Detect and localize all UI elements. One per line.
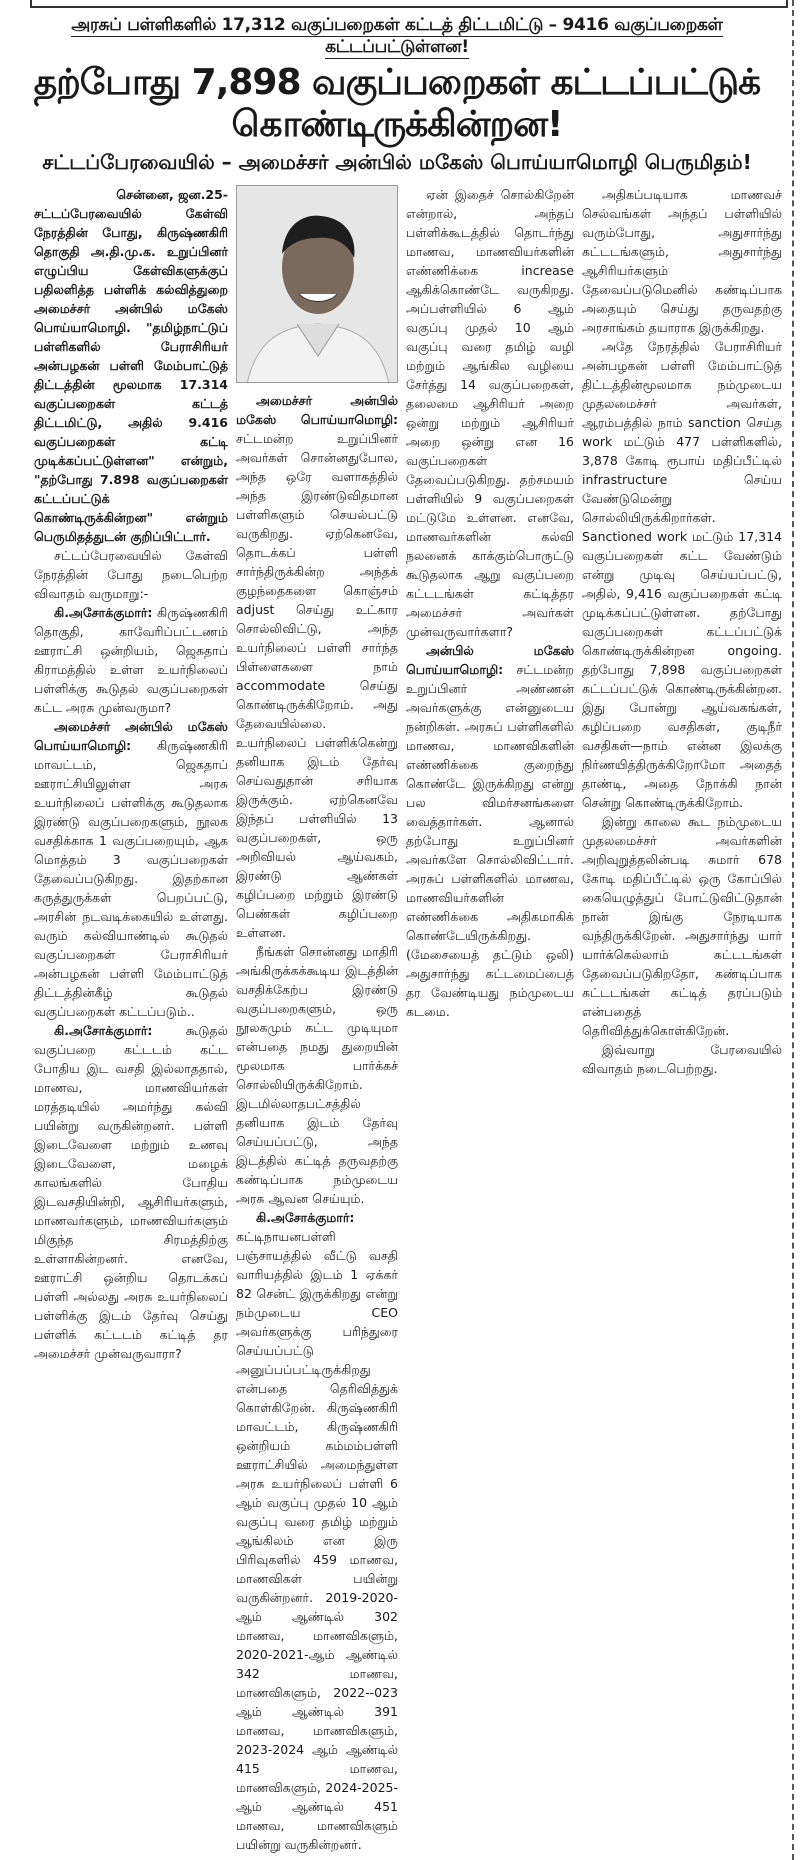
paragraph	[34, 1021, 228, 1363]
dateline: சென்னை, ஜன.25-	[116, 187, 228, 202]
paragraph-text: சட்டமன்ற உறுப்பினர் அண்ணன் அவர்களுக்கு என்னுடைய நன்றிகள். அரசுப் பள்ளிகளில் மாணவ, மாணவிகளின் எண்ணிக்கை குறைந்து கொண்டே இருக்கிறது என்று பல விமர்சனங்களை வைத்தார்கள். ஆனால் தற்போது உறுப்பினர் அவர்களே சொல்லிவிட்டார். அரசுப் பள்ளிகளில் மாணவ, மாணவியர்களின் எண்ணிக்கை அதிகமாகிக் கொண்டேயிருக்கிறது. (மேசையைத் தட்டும் ஒலி) அதுசார்ந்து கட்டமைப்பைத் தர வேண்டியது நம்முடைய கடமை.	[406, 662, 574, 1019]
paragraph-text: சட்டமன்ற உறுப்பினர் அவர்கள் சொன்னதுபோல, அந்த ஒரே வளாகத்தில் அந்த இரண்டுவிதமான பள்ளிகளும் செயல்பட்டு வருகிறது. ஏற்கெனவே, தொடக்கப் பள்ளி சார்ந்திருக்கின்ற அந்தக் குழந்தைகளை கொஞ்சம் adjust செய்து உட்கார சொல்லிவிட்டு, அந்த உயர்நிலைப் பள்ளி சார்ந்த பிள்ளைகளை நாம் accommodate செய்து கொண்டிருக்கிறோம். அது தேவையில்லை. உயர்நிலைப் பள்ளிக்கென்று தனியாக இடம் தேர்வு செய்வதுதான் சரியாக இருக்கும். ஏற்கெனவே இந்தப் பள்ளியில் 13 வகுப்பறைகள், ஒரு அறிவியல் ஆய்வகம், இரண்டு ஆண்கள் கழிப்பறை மற்றும் இரண்டு பெண்கள் கழிப்பறை உள்ளன.	[236, 431, 398, 940]
speaker-label: கி.அசோக்குமார்:	[54, 1023, 153, 1038]
paragraph-text: கூடுதல் வகுப்பறை கட்டடம் கட்ட போதிய இட வசதி இல்லாததால், மாணவ, மாணவியர்கள் மரத்தடியில் அமர்ந்து கல்வி பயின்று வருகின்றனர். பள்ளி இடைவேளை மற்றும் உணவு இடைவேளை, மழைக் காலங்களில் போதிய இடவசதியின்றி, ஆசிரியர்களும், மாணவர்களும், மாணவியர்களும் மிகுந்த சிரமத்திற்கு உள்ளாகின்றனர். எனவே, ஊராட்சி ஒன்றிய தொடக்கப் பள்ளி அல்லது அரசு உயர்நிலைப் பள்ளிக்கு இடம் தேர்வு செய்து பள்ளிக் கட்டடம் கட்டித் தர அமைச்சர் முன்வருவாரா?	[34, 1023, 228, 1361]
kicker-headline	[14, 14, 780, 58]
speaker-label: கி.அசோக்குமார்:	[256, 1210, 355, 1225]
paragraph-text: ஏன் இதைச் சொல்கிறேன் என்றால், அந்தப் பள்ளிக்கூடத்தில் தொடர்ந்து மாணவ, மாணவியர்களின் எண்ணிக்கை increase ஆகிக்கொண்டே வருகிறது. அப்பள்ளியில் 6 ஆம் வகுப்பு முதல் 10 ஆம் வகுப்பு வரை தமிழ் வழி மற்றும் ஆங்கில வழியை சேர்த்து 14 வகுப்பறைகள், தலைமை ஆசிரியர் அறை ஒன்று மற்றும் ஆசிரியர் அறை ஒன்று என 16 வகுப்பறைகள் தேவைப்படுகிறது. தற்சமயம் பள்ளியில் 9 வகுப்பறைகள் மட்டுமே உள்ளன. எனவே, மாணவர்களின் கல்வி நலனைக் காக்கும்பொருட்டு கூடுதலாக ஆறு வகுப்பறை கட்டடங்கள் கட்டித்தர அமைச்சர் அவர்கள் முன்வருவார்களா?	[406, 187, 574, 639]
top-border	[30, 0, 788, 8]
paragraph	[406, 641, 574, 1021]
paragraph-text: கிருஷ்ணகிரி மாவட்டம், ஜெகதாப் ஊராட்சியிலுள்ள அரசு உயர்நிலைப் பள்ளிக்கு கூடுதலாக இரண்டு வகுப்பறைகளும், நூலக வசதிக்காக 1 வகுப்பறையும், ஆக மொத்தம் 3 வகுப்பறைகள் தேவைப்படுகிறது. இதற்கான கருத்துருக்கள் பெறப்பட்டு, அரசின் நடவடிக்கையில் உள்ளது. வரும் கல்வியாண்டில் கூடுதல் வகுப்பறைகள் பேராசிரியர் அன்பழகன் பள்ளி மேம்பாட்டுத் திட்டத்தின்கீழ் கூடுதல் வகுப்பறைகள் கட்டப்படும்..	[34, 738, 228, 1019]
paragraph	[406, 185, 574, 641]
paragraph	[236, 942, 398, 1208]
paragraph	[34, 603, 228, 717]
speaker-label: அமைச்சர் அன்பில் மகேஸ் பொய்யாமொழி:	[236, 393, 398, 427]
paragraph-text: இன்று காலை கூட நம்முடைய முதலமைச்சர் அவர்களின் அறிவுறுத்தலின்படி சுமார் 678 கோடி மதிப்பீட்டில் ஒரு கோப்பில் கையெழுத்துப் போட்டுவிட்டுதான் நான் இங்கு நேரடியாக வந்திருக்கிறேன். அதுசார்ந்து யார் யார்க்கெல்லாம் கட்டடங்கள் தேவைப்படுகிறதோ, கண்டிப்பாக கட்டடங்கள் கட்டித் தரப்படும் என்பதைத் தெரிவித்துக்கொள்கிறேன்.	[582, 814, 782, 1038]
paragraph-text: இவ்வாறு பேரவையில் விவாதம் நடைபெற்றது.	[582, 1042, 782, 1076]
paragraph-text: கிருஷ்ணகிரி தொகுதி, காவேரிப்பட்டணம் ஊராட்சி ஒன்றியம், ஜெகதாப் கிராமத்தில் உள்ள உயர்நிலைப் பள்ளிக்கு கூடுதல் வகுப்பறைகள் கட்ட அரசு முன்வருமா?	[34, 605, 228, 715]
paragraph	[34, 546, 228, 603]
minister-photo	[236, 185, 398, 383]
article-column-3	[406, 185, 574, 1021]
article-column-1	[34, 185, 228, 1363]
article-column-4	[582, 185, 782, 1078]
subheadline: சட்டப்பேரவையில் – அமைச்சர் அன்பில் மகேஸ் பொய்யாமொழி பெருமிதம்!	[42, 150, 752, 174]
paragraph	[236, 391, 398, 942]
article-body	[34, 185, 788, 1854]
paragraph	[582, 185, 782, 337]
speaker-label: கி.அசோக்குமார்:	[54, 605, 153, 620]
speaker-label: அமைச்சர் அன்பில் மகேஸ் பொய்யாமொழி:	[34, 719, 228, 753]
cut-line-divider	[792, 0, 794, 1860]
paragraph	[34, 717, 228, 1021]
paragraph-text: அதே நேரத்தில் பேராசிரியர் அன்பழகன் பள்ளி மேம்பாட்டுத் திட்டத்தின்மூலமாக நம்முடைய முதலமைச்சர் அவர்கள், ஆரம்பத்தில் நாம் sanction செய்த work மட்டும் 477 பள்ளிகளில், 3,878 கோடி ரூபாய் மதிப்பீட்டில் infrastructure செய்ய வேண்டுமென்று சொல்லியிருக்கிறார்கள். Sanctioned work மட்டும் 17,314 வகுப்பறைகள் கட்ட வேண்டும் என்று முடிவு செய்யப்பட்டு, அதில், 9,416 வகுப்பறைகள் கட்டி முடிக்கப்பட்டுள்ளன. தற்போது வகுப்பறைகள் கட்டப்பட்டுக் கொண்டிருக்கின்றன ongoing. தற்போது 7,898 வகுப்பறைகள் கட்டப்பட்டுக் கொண்டிருக்கின்றன. இது போன்று ஆய்வகங்கள், கழிப்பறை வசதிகள், குடிநீர் வசதிகள்—நாம் என்ன இலக்கு நிர்ணயித்திருக்கிறோமோ அதைத் தாண்டி, அதை நோக்கி நான் சென்று கொண்டிருக்கிறோம்.	[582, 339, 782, 810]
kicker-text: அரசுப் பள்ளிகளில் 17,312 வகுப்பறைகள் கட்டத் திட்டமிட்டு – 9416 வகுப்பறைகள் கட்டப்பட்டுள்ளன!	[71, 15, 723, 57]
portrait-icon	[237, 186, 398, 383]
paragraph-text: சட்டப்பேரவையில் கேள்வி நேரத்தின் போது நடைபெற்ற விவாதம் வருமாறு:-	[34, 548, 228, 601]
paragraph-text: நீங்கள் சொன்னது மாதிரி அங்கிருக்கக்கூடிய இடத்தின் வசதிக்கேற்ப இரண்டு வகுப்பறைகளும், ஒரு நூலகமும் கட்ட முடியுமா என்பதை நமது துறையின் மூலமாக பார்க்கச் சொல்லியிருக்கிறோம். இடமில்லாதபட்சத்தில் தனியாக இடம் தேர்வு செய்யப்பட்டு, அந்த இடத்தில் கட்டித் தருவதற்கு கண்டிப்பாக நம்முடைய அரசு ஆவன செய்யும்.	[236, 944, 398, 1206]
article-column-2	[236, 185, 398, 1854]
paragraph	[582, 1040, 782, 1078]
paragraph	[582, 337, 782, 812]
speaker-label: அன்பில் மகேஸ் பொய்யாமொழி:	[406, 643, 574, 677]
article-intro: சட்டப்பேரவையில் கேள்வி நேரத்தின் போது, கிருஷ்ணகிரி தொகுதி அ.தி.மு.க. உறுப்பினர் எழுப்பிய கேள்விகளுக்குப் பதிலளித்த பள்ளிக் கல்வித்துறை அமைச்சர் அன்பில் மகேஸ் பொய்யாமொழி. "தமிழ்நாட்டுப் பள்ளிகளில் பேராசிரியர் அன்பழகன் பள்ளி மேம்பாட்டுத் திட்டத்தின் மூலமாக 17.314 வகுப்பறைகள் கட்டத் திட்டமிட்டு, அதில் 9.416 வகுப்பறைகள் கட்டி முடிக்கப்பட்டுள்ளன" என்றும், "தற்போது 7.898 வகுப்பறைகள் கட்டப்பட்டுக் கொண்டிருக்கின்றன" என்றும் பெருமிதத்துடன் குறிப்பிட்டார்.	[34, 206, 228, 544]
paragraph	[582, 812, 782, 1040]
paragraph	[236, 1208, 398, 1854]
paragraph-text: அதிகப்படியாக மாணவச் செல்வங்கள் அந்தப் பள்ளியில் வரும்போது, அதுசார்ந்து கட்டடங்களும், அதுசார்ந்து ஆசிரியர்களும் தேவைப்படுமெனில் கண்டிப்பாக அதையும் செய்து தருவதற்கு அரசாங்கம் தயாராக இருக்கிறது.	[582, 187, 782, 335]
paragraph-text: கட்டிநாயனபள்ளி பஞ்சாயத்தில் வீட்டு வசதி வாரியத்தில் இடம் 1 ஏக்கர் 82 சென்ட் இருக்கிறது என்று நம்முடைய CEO அவர்களுக்கு பரிந்துரை செய்யப்பட்டு அனுப்பப்பட்டிருக்கிறது என்பதை தெரிவித்துக் கொள்கிறேன். கிருஷ்ணகிரி மாவட்டம், கிருஷ்ணகிரி ஒன்றியம் கம்மம்பள்ளி ஊராட்சியில் அமைந்துள்ள அரசு உயர்நிலைப் பள்ளி 6 ஆம் வகுப்பு முதல் 10 ஆம் வகுப்பு வரை தமிழ் மற்றும் ஆங்கிலம் என இரு பிரிவுகளில் 459 மாணவ, மாணவிகள் பயின்று வருகின்றனர். 2019-2020-ஆம் ஆண்டில் 302 மாணவ, மாணவிகளும், 2020-2021-ஆம் ஆண்டில் 342 மாணவ, மாணவிகளும், 2022--023 ஆம் ஆண்டில் 391 மாணவ, மாணவிகளும், 2023-2024 ஆம் ஆண்டில் 415 மாணவ, மாணவிகளும், 2024-2025-ஆம் ஆண்டில் 451 மாணவ, மாணவிகளும் பயின்று வருகின்றனர்.	[236, 1229, 398, 1852]
main-headline: தற்போது 7,898 வகுப்பறைகள் கட்டப்பட்டுக் கொண்டிருக்கின்றன!	[33, 62, 761, 145]
